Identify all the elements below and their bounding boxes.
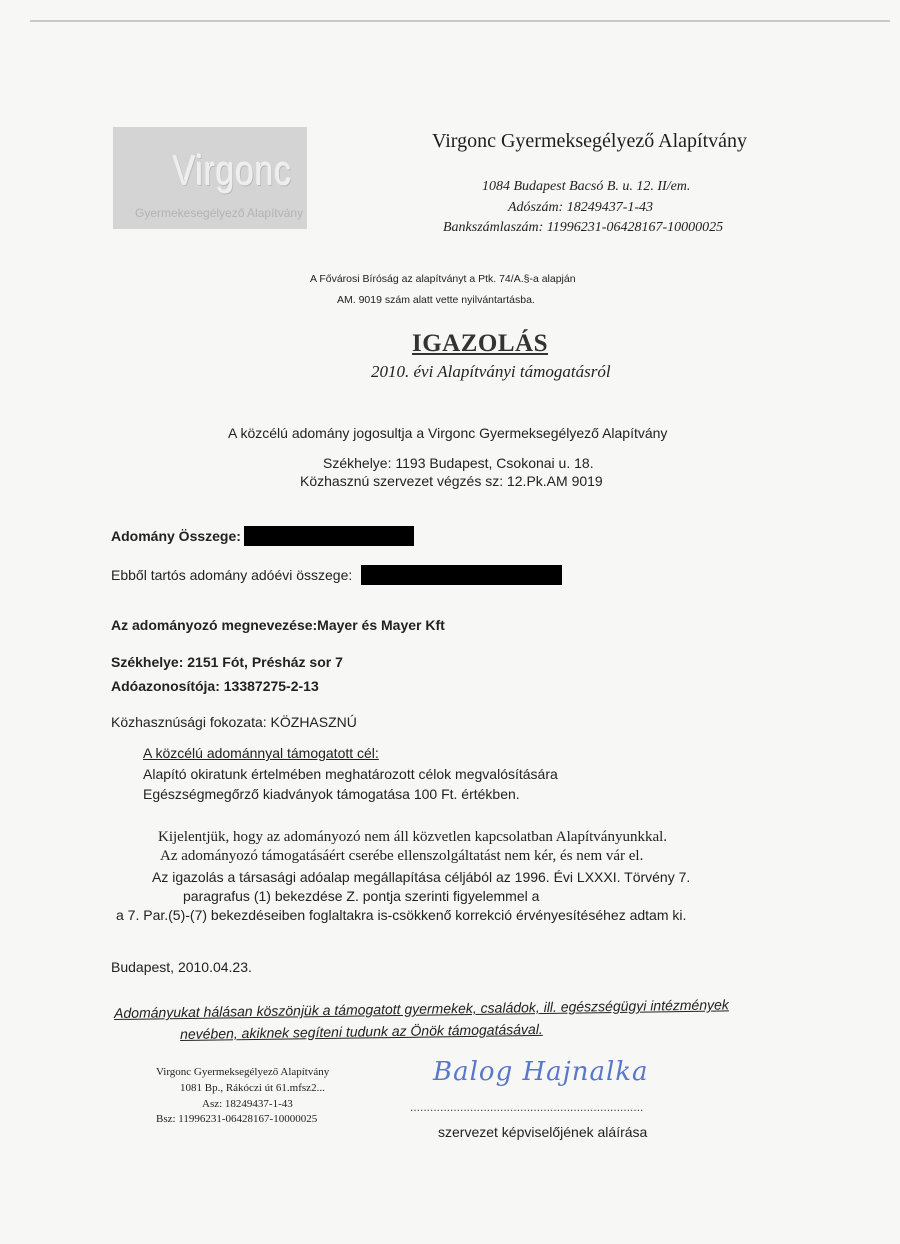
donation-amount-label: Adomány Összege: bbox=[111, 528, 241, 544]
thanks-line1: Adományukat hálásan köszönjük a támogatott gyermekek, családok, ill. egészségügyi intézmények bbox=[114, 996, 729, 1021]
purpose-heading: A közcélú adománnyal támogatott cél: bbox=[143, 745, 379, 761]
stamp-line1: Virgonc Gyermeksegélyező Alapítvány bbox=[156, 1066, 330, 1078]
virgonc-logo bbox=[113, 127, 307, 229]
beneficiary-registration: Közhasznú szervezet végzés sz: 12.Pk.AM 9019 bbox=[300, 473, 603, 489]
stamp-line4: Bsz: 11996231-06428167-10000025 bbox=[156, 1113, 318, 1125]
org-name: Virgonc Gyermeksegélyező Alapítvány bbox=[432, 130, 747, 152]
declaration-line2: Az adományozó támogatásáért cserébe ellenszolgáltatást nem kér, és nem vár el. bbox=[160, 848, 644, 864]
signature-caption: szervezet képviselőjének aláírása bbox=[438, 1124, 648, 1140]
thanks-line2: nevében, akiknek segíteni tudunk az Önök támogatásával. bbox=[180, 1020, 543, 1042]
stamp-line2: 1081 Bp., Rákóczi út 61.mfsz2... bbox=[180, 1082, 325, 1094]
org-bank-account: Bankszámlaszám: 11996231-06428167-10000025 bbox=[443, 220, 724, 235]
declaration-line1: Kijelentjük, hogy az adományozó nem áll közvetlen kapcsolatban Alapítványunkkal. bbox=[158, 829, 668, 845]
org-address: 1084 Budapest Bacsó B. u. 12. II/em. bbox=[482, 179, 691, 194]
logo-word: Virgonc bbox=[173, 147, 292, 194]
issue-date: Budapest, 2010.04.23. bbox=[111, 959, 252, 975]
durable-donation-label: Ebből tartós adomány adóévi összege: bbox=[111, 567, 353, 583]
donor-seat: Székhelye: 2151 Fót, Présház sor 7 bbox=[111, 654, 343, 670]
purpose-line2: Egészségmegőrző kiadványok támogatása 100 Ft. értékben. bbox=[143, 786, 520, 802]
stamp-line3: Asz: 18249437-1-43 bbox=[202, 1098, 293, 1110]
redacted-durable-amount bbox=[361, 565, 562, 585]
court-note-line2: AM. 9019 szám alatt vette nyilvántartásba. bbox=[337, 294, 535, 306]
org-tax-id: Adószám: 18249437-1-43 bbox=[508, 200, 654, 215]
donor-tax-id: Adóazonosítója: 13387275-2-13 bbox=[111, 678, 319, 694]
declaration-line5: a 7. Par.(5)-(7) bekezdéseiben foglaltakra is-csökkenő korrekció érvényesítéséhez adtam ki. bbox=[116, 907, 687, 923]
signature-dotted-line: ...................................................................... bbox=[410, 1100, 644, 1114]
beneficiary-seat: Székhelye: 1193 Budapest, Csokonai u. 18. bbox=[323, 455, 594, 471]
purpose-line1: Alapító okiratunk értelmében meghatározott célok megvalósítására bbox=[143, 766, 558, 782]
court-note-line1: A Fővárosi Bíróság az alapítványt a Ptk. 74/A.§-a alapján bbox=[310, 273, 576, 285]
page-top-edge bbox=[30, 20, 890, 22]
declaration-line4: paragrafus (1) bekezdése Z. pontja szerinti figyelemmel a bbox=[183, 888, 540, 904]
handwritten-signature: Balog Hajnalka bbox=[433, 1057, 649, 1087]
public-benefit-status: Közhasznúsági fokozata: KÖZHASZNÚ bbox=[111, 714, 357, 730]
donor-name: Az adományozó megnevezése:Mayer és Mayer Kft bbox=[111, 617, 445, 633]
declaration-line3: Az igazolás a társasági adóalap megállapítása céljából az 1996. Évi LXXXI. Törvény 7. bbox=[152, 869, 691, 885]
redacted-amount bbox=[244, 526, 414, 546]
document-title: IGAZOLÁS bbox=[412, 330, 548, 357]
beneficiary-intro: A közcélú adomány jogosultja a Virgonc Gyermeksegélyező Alapítvány bbox=[228, 425, 668, 441]
logo-subtitle: Gyermekesegélyező Alapítvány bbox=[135, 206, 304, 220]
document-subtitle: 2010. évi Alapítványi támogatásról bbox=[371, 362, 611, 381]
